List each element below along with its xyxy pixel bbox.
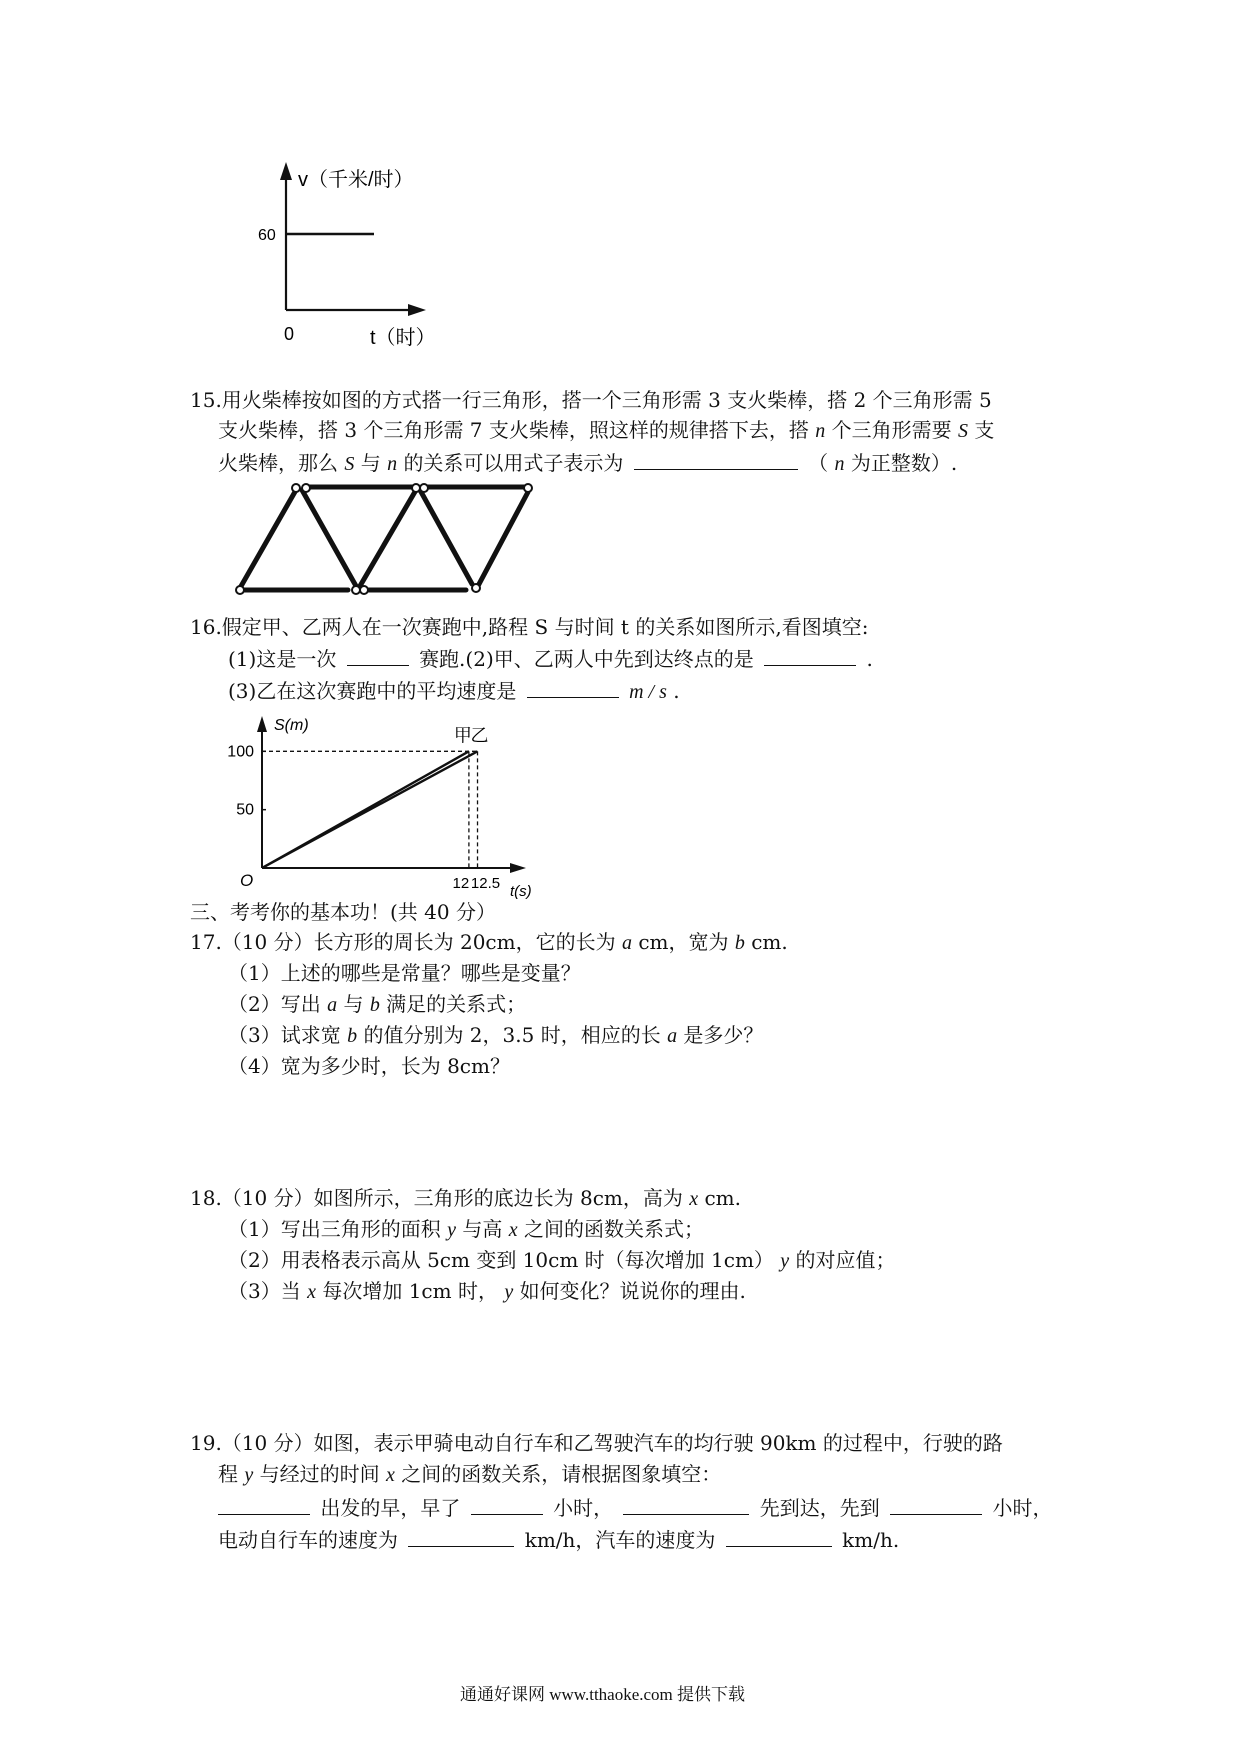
q15-line1: 15.用火柴棒按如图的方式搭一行三角形，搭一个三角形需 3 支火柴棒，搭 2 个三角形需 5 [190,388,992,412]
race-series-line-2 [262,751,478,868]
q19-line4: 电动自行车的速度为 km/h，汽车的速度为 km/h. [218,1524,899,1555]
q19-blank-1[interactable] [218,1492,310,1515]
q17-line1: 17.（10 分）长方形的周长为 20cm，它的长为 a cm，宽为 b cm. [190,930,788,954]
q19-line1: 19.（10 分）如图，表示甲骑电动自行车和乙驾驶汽车的均行驶 90km 的过程中，行驶的路 [190,1431,1003,1455]
q18-line1: 18.（10 分）如图所示，三角形的底边长为 8cm，高为 x cm. [190,1186,742,1210]
race-x-tick-12.5: 12.5 [470,875,501,892]
race-y-tick-100: 100 [227,743,254,761]
race-series-label-2: 乙 [470,725,489,746]
race-t-axis-arrow-icon [510,863,526,873]
race-x-label: t(s) [510,883,532,900]
q17-part2: （2）写出 a 与 b 满足的关系式； [228,992,527,1016]
q18-part2: （2）用表格表示高从 5cm 变到 10cm 时（每次增加 1cm） y 的对应值； [228,1248,896,1272]
q19-blank-4[interactable] [890,1492,982,1515]
q17-part4: （4）宽为多少时，长为 8cm？ [228,1054,510,1078]
t-axis-arrow-icon [408,304,426,316]
q17-part1: （1）上述的哪些是常量？哪些是变量？ [228,961,581,985]
q19-blank-6[interactable] [726,1524,832,1547]
q19-line2: 程 y 与经过的时间 x 之间的函数关系，请根据图象填空： [218,1462,722,1486]
q16-line2: (1)这是一次 赛跑.(2)甲、乙两人中先到达终点的是 . [228,643,873,674]
origin-label: 0 [284,324,295,344]
race-y-tick-50: 50 [236,801,254,819]
footer-credit: 通通好课网 www.tthaoke.com 提供下载 [460,1685,746,1704]
q19-blank-5[interactable] [408,1524,514,1547]
matchstick-triangles-figure [230,478,540,598]
q15-line2: 支火柴棒，搭 3 个三角形需 7 支火柴棒，照这样的规律搭下去，搭 n 个三角形需要 S 支 [218,418,995,442]
q16-blank-3[interactable] [527,675,619,698]
q15-answer-blank[interactable] [634,447,798,470]
q16-line3: (3)乙在这次赛跑中的平均速度是 m / s . [228,675,680,707]
race-x-tick-12: 12 [452,875,470,892]
q16-line1: 16.假定甲、乙两人在一次赛跑中,路程 S 与时间 t 的关系如图所示,看图填空: [190,615,869,639]
q19-line3: 出发的早，早了 小时， 先到达，先到 小时， [218,1492,1053,1523]
q19-blank-3[interactable] [623,1492,749,1515]
race-series-label-1: 甲 [453,725,472,746]
s-axis-arrow-icon [257,716,267,732]
q18-part1: （1）写出三角形的面积 y 与高 x 之间的函数关系式； [228,1217,704,1241]
q19-blank-2[interactable] [471,1492,543,1515]
q18-part3: （3）当 x 每次增加 1cm 时， y 如何变化？说说你的理由. [228,1279,746,1303]
t-axis-label: t（时） [370,327,436,349]
v-axis-label: v（千米/时） [298,169,414,191]
race-origin: O [240,871,254,890]
q16-blank-2[interactable] [764,643,856,666]
race-y-label: S(m) [274,717,309,734]
velocity-time-graph [240,160,460,350]
v-tick-60: 60 [258,227,276,244]
section3-title: 三、考考你的基本功！(共 40 分） [190,900,496,924]
q17-part3: （3）试求宽 b 的值分别为 2，3.5 时，相应的长 a 是多少？ [228,1023,764,1047]
q15-line3: 火柴棒，那么 S 与 n 的关系可以用式子表示为 （ n 为正整数）. [218,447,957,479]
q16-blank-1[interactable] [347,643,409,666]
v-axis-arrow-icon [280,162,292,180]
race-distance-time-chart [220,710,540,900]
